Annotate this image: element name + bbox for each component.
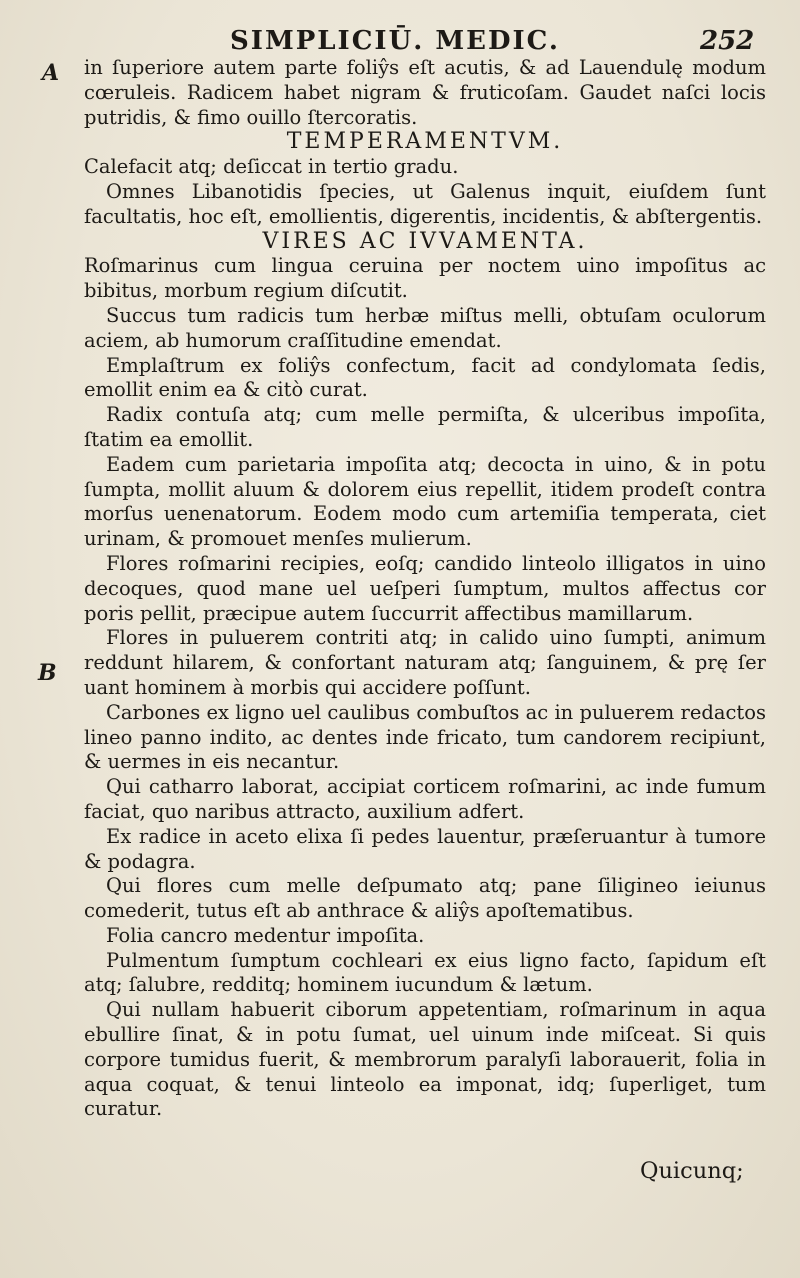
paragraph: Qui catharro laborat, accipiat corticem roſmarini, ac inde fumum faciat, quo naribus attracto, auxilium adfert. bbox=[84, 775, 766, 823]
paragraph: Roſmarinus cum lingua ceruina per noctem uino impoſitus ac bibitus, morbum regium diſcutit. bbox=[84, 254, 766, 303]
paragraph: Carbones ex ligno uel caulibus combuſtos ac in puluerem redactos lineo panno indito, ac dentes inde fricato, tum candorem recipiunt, & uermes in eis necantur. bbox=[84, 700, 766, 774]
paragraph: Pulmentum ſumptum cochleari ex eius ligno facto, ſapidum eſt atq; ſalubre, redditq; hominem iucundum & lætum. bbox=[84, 948, 766, 997]
paragraph: Omnes Libanotidis ſpecies, ut Galenus inquit, eiuſdem ſunt facultatis, hoc eſt, emollientis, digerentis, incidentis, & abſtergentis. bbox=[84, 179, 766, 228]
page-number: 252 bbox=[700, 26, 755, 56]
paragraph: Radix contuſa atq; cum melle permiſta, & ulceribus impoſita, ſtatim ea emollit. bbox=[84, 403, 766, 451]
paragraph: Qui flores cum melle deſpumato atq; pane ſiligineo ieiunus comederit, tutus eſt ab anthrace & aliŷs apoſtematibus. bbox=[84, 874, 766, 923]
running-title: SIMPLICIŪ. MEDIC. bbox=[230, 26, 560, 56]
paragraph: Eadem cum parietaria impoſita atq; decocta in uino, & in potu ſumpta, mollit aluum & dolorem eius repellit, itidem prodeſt contra morſus uenenatorum. Eodem modo cum artemiſia temperata, ciet urinam, & promouet menſes mulierum. bbox=[84, 452, 766, 551]
catchword: Quicunq; bbox=[640, 1158, 744, 1184]
paragraph: Ex radice in aceto elixa ſi pedes lauentur, præſeruantur à tumore & podagra. bbox=[84, 824, 766, 873]
paragraph: Qui nullam habuerit ciborum appetentiam, roſmarinum in aqua ebullire ſinat, & in potu ſumat, uel uinum inde miſceat. Si quis corpore tumidus fuerit, & membrorum paralyſi laborauerit, folia in aqua coquat, & tenui linteolo ea imponat, idq; ſuperliget, tum curatur. bbox=[84, 998, 766, 1121]
body-text bbox=[84, 56, 766, 1122]
paragraph: Succus tum radicis tum herbæ miſtus melli, obtuſam oculorum aciem, ab humorum craſſitudine emendat. bbox=[84, 303, 766, 352]
paragraph: Flores in puluerem contriti atq; in calido uino ſumpti, animum reddunt hilarem, & confortant naturam atq; ſanguinem, & prę ſer uant hominem à morbis qui accidere poſſunt. bbox=[84, 626, 766, 699]
running-head bbox=[0, 20, 800, 60]
margin-letter-a: A bbox=[42, 60, 60, 86]
paragraph: in ſuperiore autem parte foliŷs eſt acutis, & ad Lauendulę modum cœruleis. Radicem habet nigram & fruticoſam. Gaudet naſci locis putridis, & fimo ouillo ſtercoratis. bbox=[84, 56, 766, 129]
margin-letter-b: B bbox=[38, 660, 57, 686]
paragraph: Calefacit atq; deſiccat in tertio gradu. bbox=[84, 155, 459, 179]
paragraph: Folia cancro medentur impoſita. bbox=[106, 923, 425, 947]
section-heading: VIRES AC IVVAMENTA. bbox=[262, 228, 588, 254]
paragraph: Flores roſmarini recipies, eoſq; candido linteolo illigatos in uino decoques, quod mane uel ueſperi ſumptum, multos affectus cor poris pellit, præcipue autem ſuccurrit affectibus mamillarum. bbox=[84, 551, 766, 625]
paragraph: Emplaſtrum ex foliŷs confectum, facit ad condylomata ſedis, emollit enim ea & citò curat. bbox=[84, 353, 766, 402]
section-heading: TEMPERAMENTVM. bbox=[286, 129, 564, 155]
